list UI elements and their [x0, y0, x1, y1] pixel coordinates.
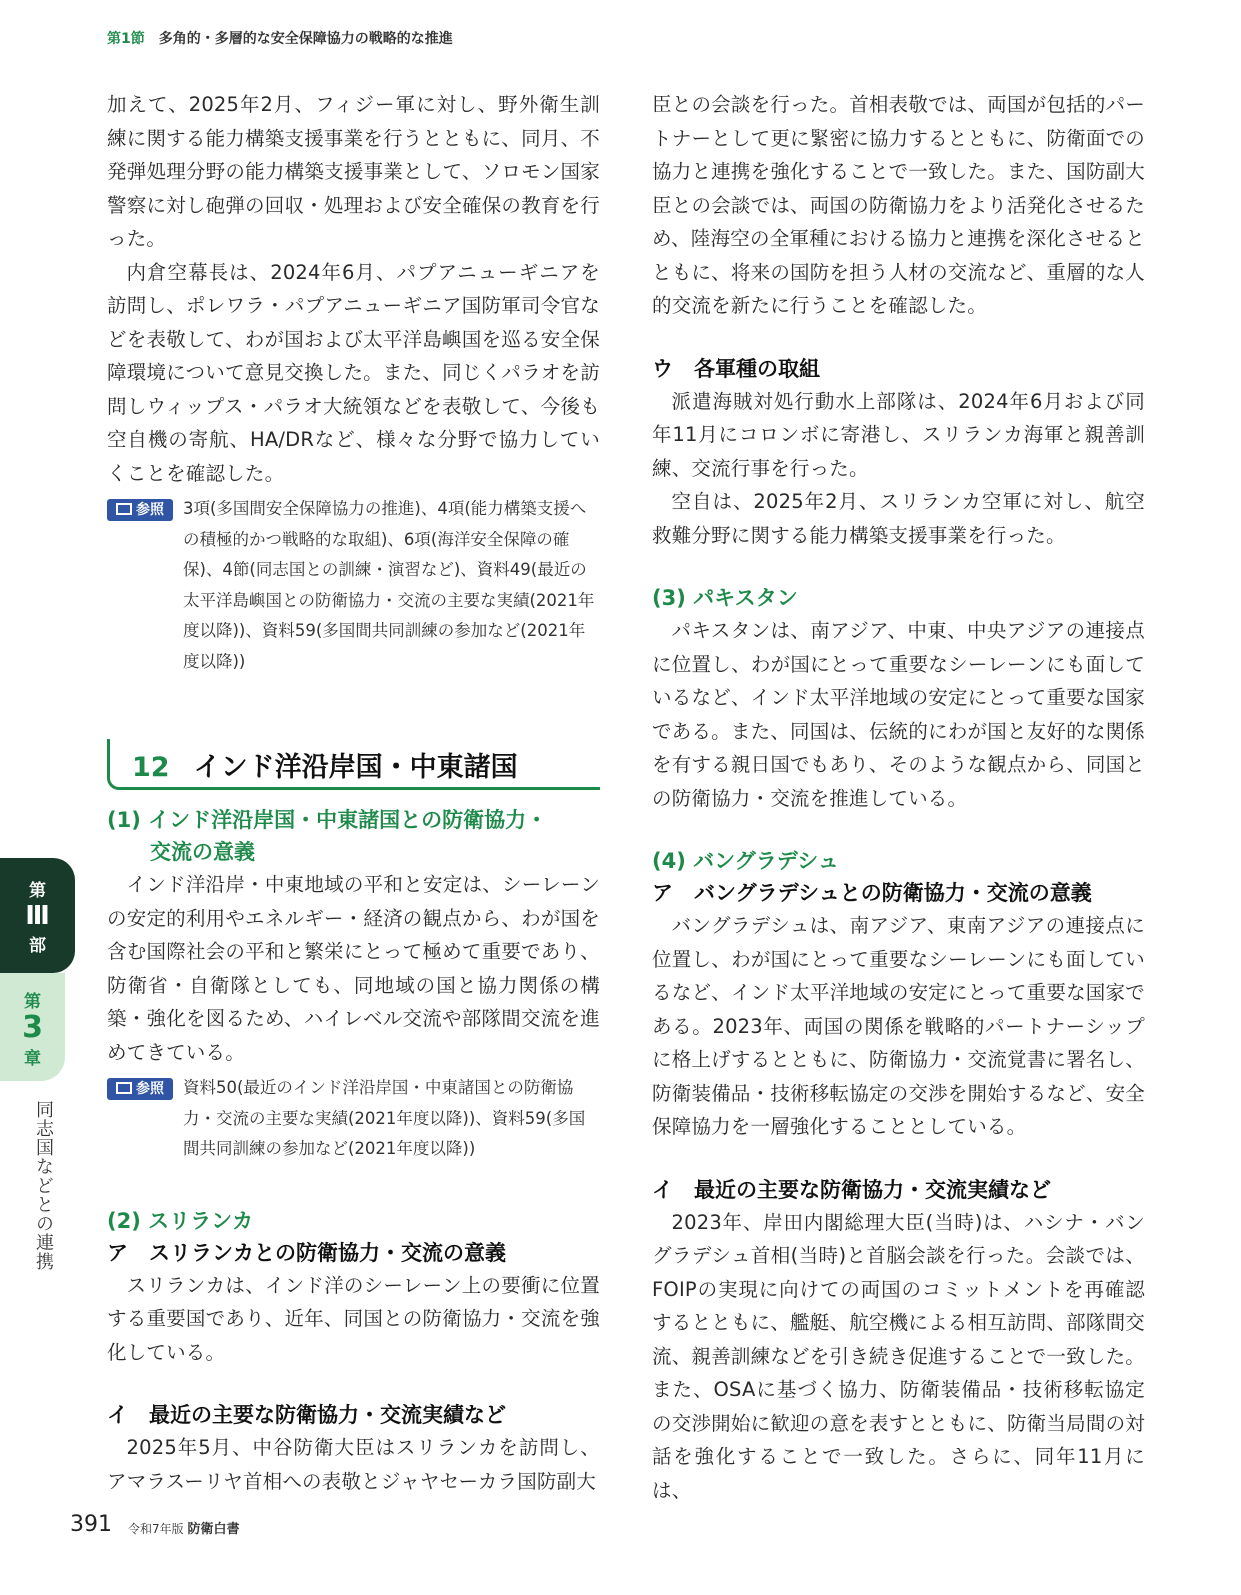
reference-text: 3項(多国間安全保障協力の推進)、4項(能力構築支援への積極的かつ戦略的な取組)、6項(海洋安全保障の確保)、4節(同志国との訓練・演習など)、資料49(最近の太平洋島嶼国との防衛協力・交流の主要な実績(2021年度以降))、資料59(多国間共同訓練の参加など(2021年度以降)) [183, 499, 595, 671]
paragraph: 2025年5月、中谷防衛大臣はスリランカを訪問し、アマラスーリヤ首相への表敬とジャヤセーカラ国防副大 [107, 1436, 600, 1493]
sub-heading: イ 最近の主要な防衛協力・交流実績など [107, 1403, 506, 1427]
sub-heading: ア バングラデシュとの防衛協力・交流の意義 [652, 881, 1092, 905]
section-number: 12 [132, 752, 170, 783]
paragraph: 空自は、2025年2月、スリランカ空軍に対し、航空救難分野に関する能力構築支援事業を行った。 [652, 490, 1145, 547]
reference-badge-label: 参照 [136, 502, 164, 518]
book-icon [116, 503, 132, 515]
subsection-heading: (2) スリランカ [107, 1208, 254, 1233]
reference-badge [107, 499, 173, 521]
paragraph: スリランカは、インド洋のシーレーン上の要衝に位置する重要国であり、近年、同国との防衛協力・交流を強化している。 [107, 1273, 600, 1364]
sub-heading: ア スリランカとの防衛協力・交流の意義 [107, 1240, 506, 1265]
section-heading-title: インド洋沿岸国・中東諸国 [193, 752, 518, 783]
part-tab-label: 部 [29, 936, 46, 956]
section-heading [107, 739, 600, 790]
running-header [107, 28, 453, 48]
subsection-heading: (3) パキスタン [652, 586, 798, 610]
paragraph: バングラデシュは、南アジア、東南アジアの連接点に位置し、わが国にとって重要なシーレーンにも面しているなど、インド太平洋地域の安定にとって重要な国家である。2023年、両国の関係を戦略的パートナーシップに格上げするとともに、防衛協力・交流覚書に署名し、防衛装備品・技術移転協定の交渉を開始するなど、安全保障協力を一層強化することとしている。 [652, 914, 1145, 1138]
paragraph: 内倉空幕長は、2024年6月、パプアニューギニアを訪問し、ポレワラ・パプアニューギニア国防軍司令官などを表敬して、わが国および太平洋島嶼国を巡る安全保障環境について意見交換した。また、同じくパラオを訪問しウィップス・パラオ大統領などを表敬して、今後も空自機の寄航、HA/DRなど、様々な分野で協力していくことを確認した。 [107, 260, 600, 485]
chapter-tab-label: 第 [24, 992, 41, 1012]
section-label: 第1節 [107, 31, 145, 47]
reference-badge-label: 参照 [136, 1081, 164, 1097]
page-number: 391 [70, 1512, 112, 1537]
book-icon [116, 1082, 132, 1094]
footer-book: 防衛白書 [187, 1522, 240, 1537]
chapter-title-vertical: 同志国などとの連携 [33, 1100, 54, 1271]
paragraph: 2023年、岸田内閣総理大臣(当時)は、ハシナ・バングラデシュ首相(当時)と首脳会談を行った。会談では、FOIPの実現に向けての両国のコミットメントを再確認するとともに、艦艇、航空機による相互訪問、部隊間交流、親善訓練などを引き続き促進することで一致した。また、OSAに基づく協力、防衛装備品・技術移転協定の交渉開始に歓迎の意を表すとともに、防衛当局間の対話を強化することで一致した。さらに、同年11月には、 [652, 1210, 1145, 1502]
part-tab-number: Ⅲ [25, 901, 50, 931]
chapter-tab-label: 章 [24, 1049, 41, 1069]
subsection-heading: (1) インド洋沿岸国・中東諸国との防衛協力・ [107, 808, 548, 832]
paragraph: 加えて、2025年2月、フィジー軍に対し、野外衛生訓練に関する能力構築支援事業を行うとともに、同月、不発弾処理分野の能力構築支援事業として、ソロモン国家警察に対し砲弾の回収・処理および安全確保の教育を行った。 [107, 93, 600, 250]
footer-title [128, 1518, 239, 1537]
left-column [107, 88, 600, 1498]
part-tab [0, 858, 75, 973]
paragraph: パキスタンは、南アジア、中東、中央アジアの連接点に位置し、わが国にとって重要なシーレーンにも面しているなど、インド太平洋地域の安定にとって重要な国家である。また、同国は、伝統的にわが国と友好的な関係を有する親日国でもあり、そのような観点から、同国との防衛協力・交流を推進している。 [652, 619, 1145, 810]
subsection-heading-cont: 交流の意義 [150, 840, 255, 864]
reference-badge [107, 1078, 173, 1100]
sub-heading: イ 最近の主要な防衛協力・交流実績など [652, 1177, 1051, 1202]
sub-heading: ウ 各軍種の取組 [652, 356, 820, 381]
reference-note [107, 1073, 600, 1165]
right-column [652, 88, 1145, 1507]
footer-edition: 令和7年版 [128, 1522, 184, 1536]
chapter-tab-number: 3 [22, 1010, 43, 1045]
reference-text: 資料50(最近のインド洋沿岸国・中東諸国との防衛協力・交流の主要な実績(2021年度以降))、資料59(多国間共同訓練の参加など(2021年度以降)) [183, 1078, 586, 1158]
reference-note [107, 494, 600, 677]
section-title: 多角的・多層的な安全保障協力の戦略的な推進 [158, 31, 453, 47]
subsection-heading: (4) バングラデシュ [652, 849, 839, 873]
paragraph: 派遣海賊対処行動水上部隊は、2024年6月および同年11月にコロンボに寄港し、スリランカ海軍と親善訓練、交流行事を行った。 [652, 389, 1145, 480]
chapter-tab [0, 973, 65, 1081]
paragraph: インド洋沿岸・中東地域の平和と安定は、シーレーンの安定的利用やエネルギー・経済の観点から、わが国を含む国際社会の平和と繁栄にとって極めて重要であり、防衛省・自衛隊としても、同地域の国と協力関係の構築・強化を図るため、ハイレベル交流や部隊間交流を進めてきている。 [107, 873, 600, 1064]
part-tab-label: 第 [29, 881, 46, 901]
paragraph: 臣との会談を行った。首相表敬では、両国が包括的パートナーとして更に緊密に協力するとともに、防衛面での協力と連携を強化することで一致した。また、国防副大臣との会談では、両国の防衛協力をより活発化させるため、陸海空の全軍種における協力と連携を深化させるとともに、将来の国防を担う人材の交流など、重層的な人的交流を新たに行うことを確認した。 [652, 93, 1145, 317]
